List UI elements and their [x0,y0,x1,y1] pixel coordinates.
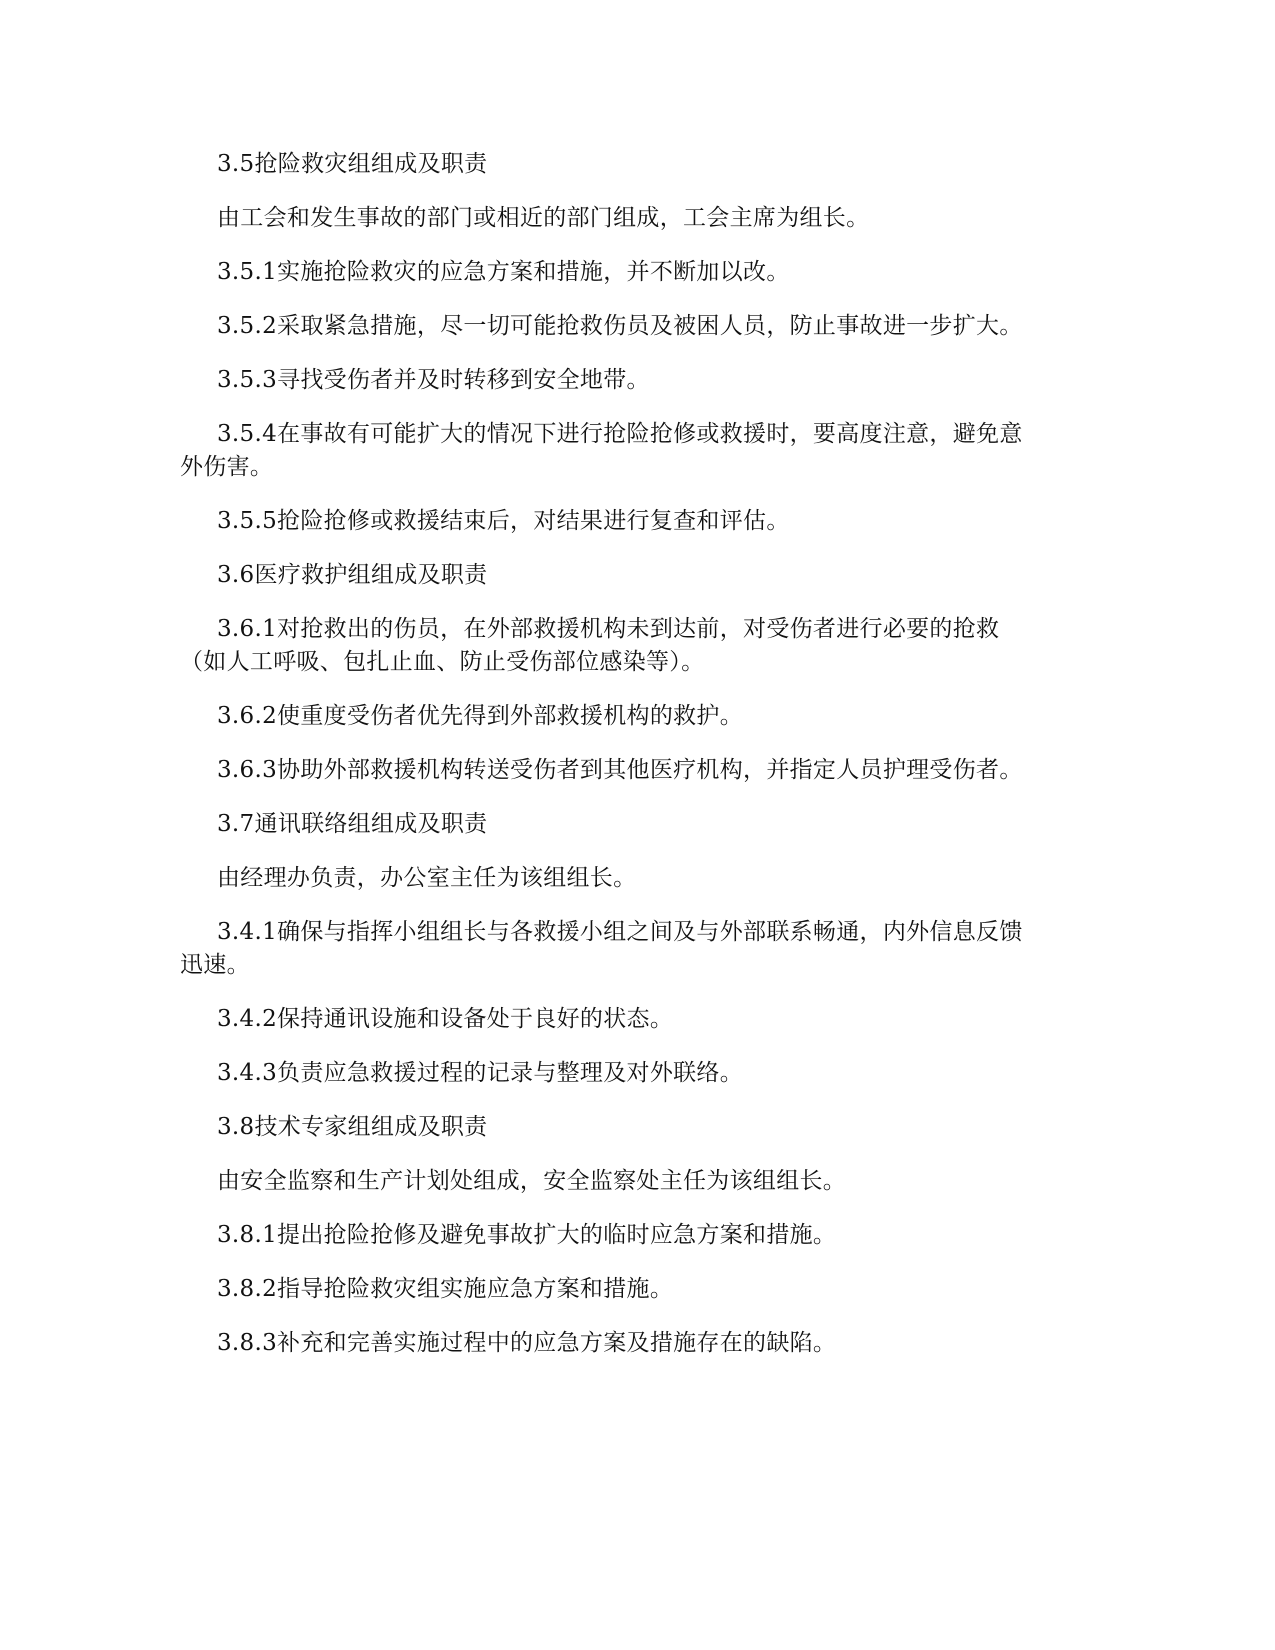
section-heading-3-5: 3.5抢险救灾组组成及职责 [217,151,488,177]
paragraph: 3.5.3寻找受伤者并及时转移到安全地带。 [217,367,650,393]
paragraph: 3.5.2采取紧急措施，尽一切可能抢救伤员及被困人员，防止事故进一步扩大。 [217,313,1023,339]
paragraph: 3.4.3负责应急救援过程的记录与整理及对外联络。 [217,1060,744,1086]
section-heading-3-6: 3.6医疗救护组组成及职责 [217,562,488,588]
section-heading-3-8: 3.8技术专家组组成及职责 [217,1114,488,1140]
paragraph: 3.5.1实施抢险救灾的应急方案和措施，并不断加以改。 [217,259,790,285]
paragraph: 3.4.2保持通讯设施和设备处于良好的状态。 [217,1006,674,1032]
section-heading-3-7: 3.7通讯联络组组成及职责 [217,811,488,837]
paragraph: 3.5.5抢险抢修或救援结束后，对结果进行复查和评估。 [217,508,790,534]
paragraph: 3.8.3补充和完善实施过程中的应急方案及措施存在的缺陷。 [217,1330,837,1356]
paragraph: 由工会和发生事故的部门或相近的部门组成，工会主席为组长。 [217,205,870,231]
paragraph: 3.8.2指导抢险救灾组实施应急方案和措施。 [217,1276,674,1302]
paragraph: 3.6.3协助外部救援机构转送受伤者到其他医疗机构，并指定人员护理受伤者。 [217,757,1023,783]
paragraph: 3.4.1确保与指挥小组组长与各救援小组之间及与外部联系畅通，内外信息反馈迅速。 [180,919,1023,978]
paragraph: 3.8.1提出抢险抢修及避免事故扩大的临时应急方案和措施。 [217,1222,837,1248]
paragraph: 3.5.4在事故有可能扩大的情况下进行抢险抢修或救援时，要高度注意，避免意外伤害。 [180,421,1023,480]
document-body [180,148,1040,1360]
paragraph: 3.6.1对抢救出的伤员，在外部救援机构未到达前，对受伤者进行必要的抢救（如人工呼吸、包扎止血、防止受伤部位感染等）。 [180,616,1000,675]
paragraph: 3.6.2使重度受伤者优先得到外部救援机构的救护。 [217,703,744,729]
paragraph: 由安全监察和生产计划处组成，安全监察处主任为该组组长。 [217,1168,847,1194]
paragraph: 由经理办负责，办公室主任为该组组长。 [217,865,637,891]
